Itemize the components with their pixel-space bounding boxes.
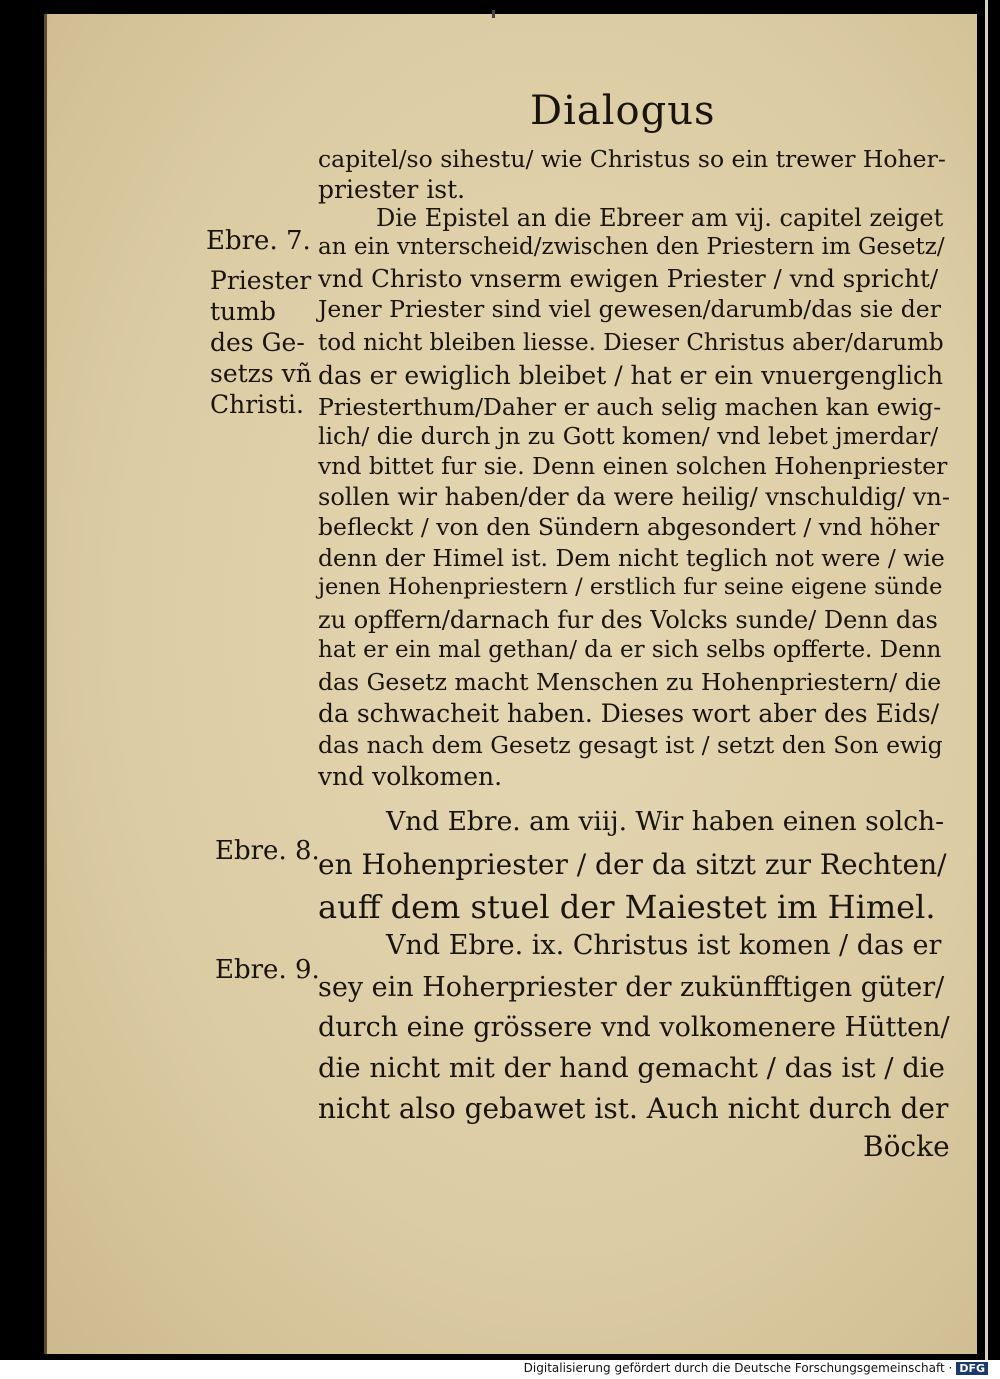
text-line: da schwacheit haben. Dieses wort aber des Eids/	[318, 699, 940, 728]
funding-footer	[524, 1361, 988, 1375]
text-line: das nach dem Gesetz gesagt ist / setzt den Son ewig	[318, 731, 943, 759]
funding-text: Digitalisierung gefördert durch die Deutsche Forschungsgemeinschaft ·	[523, 1361, 953, 1375]
dfg-logo: DFG	[956, 1362, 988, 1375]
text-line: auff dem stuel der Maiestet im Himel.	[318, 888, 936, 926]
margin-gloss-line: Priester	[210, 266, 312, 295]
text-line: Vnd Ebre. ix. Christus ist komen / das er	[386, 930, 942, 961]
text-line: vnd Christo vnserm ewigen Priester / vnd spricht/	[318, 264, 939, 293]
margin-reference: Ebre. 8.	[215, 836, 320, 866]
running-header: Dialogus	[530, 88, 716, 134]
margin-gloss-line: setzs vñ	[210, 359, 312, 388]
text-line: Vnd Ebre. am viij. Wir haben einen solch-	[386, 806, 945, 837]
text-line: hat er ein mal gethan/ da er sich selbs opfferte. Denn	[318, 637, 942, 663]
margin-gloss-line: tumb	[210, 297, 276, 326]
text-line: lich/ die durch jn zu Gott komen/ vnd lebet jmerdar/	[318, 422, 939, 450]
margin-gloss-line: des Ge-	[210, 328, 305, 357]
text-line: tod nicht bleiben liesse. Dieser Christus aber/darumb	[318, 330, 944, 356]
margin-gloss-line: Christi.	[210, 390, 304, 419]
text-line: vnd volkomen.	[318, 762, 503, 791]
text-line: en Hohenpriester / der da sitzt zur Rechten/	[318, 848, 947, 881]
text-line: sollen wir haben/der da were heilig/ vnschuldig/ vn-	[318, 483, 950, 511]
text-line: priester ist.	[318, 175, 466, 204]
text-line: jenen Hohenpriestern / erstlich fur seine eigene sünde	[318, 574, 943, 600]
text-line: Die Epistel an die Ebreer am vij. capitel zeiget	[376, 204, 944, 232]
margin-gloss	[210, 265, 312, 420]
text-line: befleckt / von den Sündern abgesondert / vnd höher	[318, 513, 940, 541]
text-line: das er ewiglich bleibet / hat er ein vnuergenglich	[318, 361, 944, 390]
text-line: Priesterthum/Daher er auch selig machen kan ewig-	[318, 393, 942, 421]
text-line: das Gesetz macht Menschen zu Hohenpriestern/ die	[318, 668, 942, 696]
page-mark	[492, 10, 495, 18]
text-line: durch eine grössere vnd volkomenere Hütten/	[318, 1012, 950, 1043]
text-line: Jener Priester sind viel gewesen/darumb/das sie der	[318, 295, 941, 323]
margin-reference: Ebre. 9.	[215, 955, 320, 985]
text-line: zu opffern/darnach fur des Volcks sunde/ Denn das	[318, 606, 938, 634]
text-line: nicht also gebawet ist. Auch nicht durch der	[318, 1092, 949, 1125]
page-edge	[985, 0, 988, 1360]
text-line: sey ein Hoherpriester der zukünfftigen güter/	[318, 972, 945, 1003]
text-line: vnd bittet fur sie. Denn einen solchen Hohenpriester	[318, 452, 948, 480]
margin-reference: Ebre. 7.	[206, 226, 311, 256]
text-line: capitel/so sihestu/ wie Christus so ein trewer Hoher-	[318, 145, 946, 173]
text-line: an ein vnterscheid/zwischen den Priestern im Gesetz/	[318, 234, 945, 260]
catchword: Böcke	[863, 1130, 950, 1163]
text-line: die nicht mit der hand gemacht / das ist / die	[318, 1052, 945, 1084]
text-line: denn der Himel ist. Dem nicht teglich not were / wie	[318, 544, 945, 572]
